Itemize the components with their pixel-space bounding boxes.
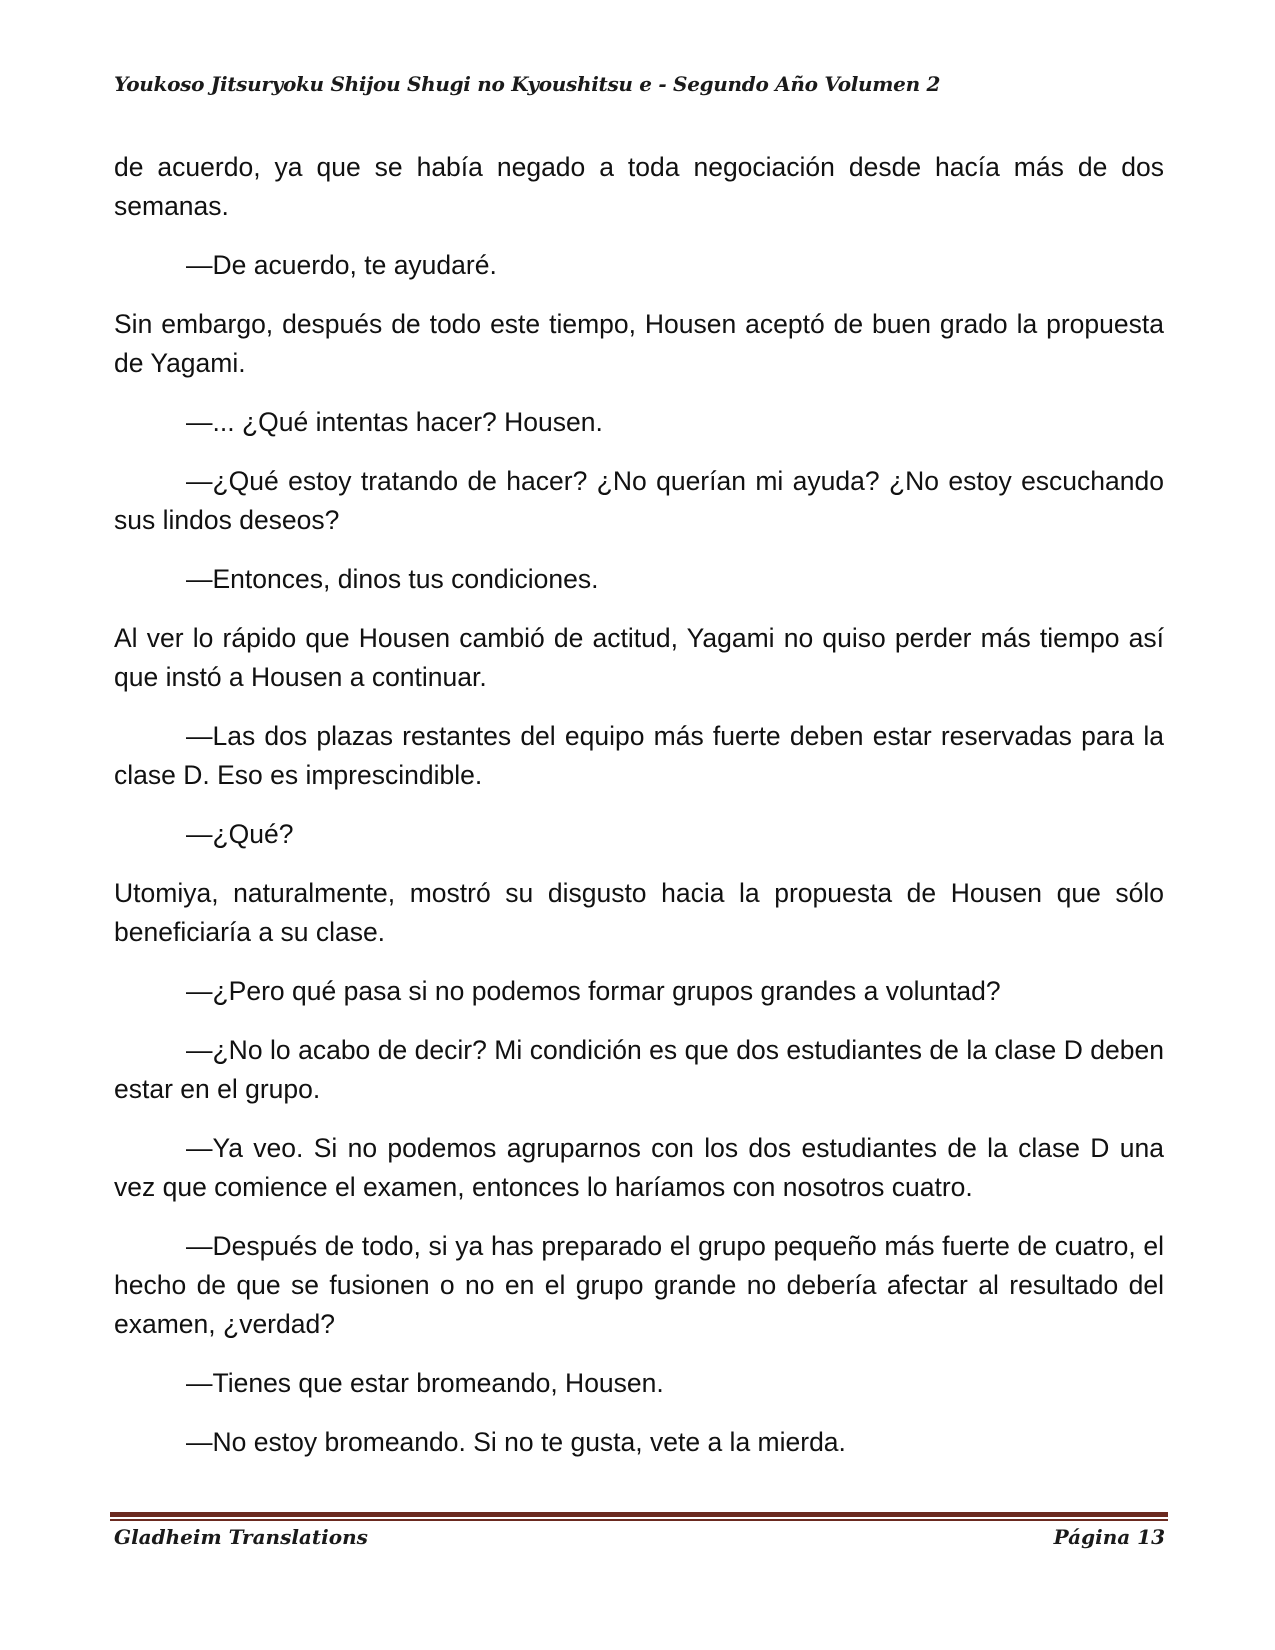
footer-rule-thick — [110, 1512, 1168, 1517]
paragraph: —Entonces, dinos tus condiciones. — [186, 564, 599, 594]
paragraph: —¿No lo acabo de decir? Mi condición es que dos estudiantes de la clase D deben estar en el grupo. — [114, 1035, 1164, 1104]
paragraph: —Las dos plazas restantes del equipo más fuerte deben estar reservadas para la clase D. Eso es imprescindible. — [114, 721, 1164, 790]
page-body — [114, 148, 1164, 1482]
paragraph: —Ya veo. Si no podemos agruparnos con los dos estudiantes de la clase D una vez que comience el examen, entonces lo haríamos con nosotros cuatro. — [114, 1133, 1164, 1202]
paragraph: —¿Qué estoy tratando de hacer? ¿No querían mi ayuda? ¿No estoy escuchando sus lindos deseos? — [114, 466, 1164, 535]
paragraph: Utomiya, naturalmente, mostró su disgusto hacia la propuesta de Housen que sólo beneficiaría a su clase. — [114, 878, 1164, 947]
paragraph: Sin embargo, después de todo este tiempo, Housen aceptó de buen grado la propuesta de Yagami. — [114, 309, 1164, 378]
paragraph: —... ¿Qué intentas hacer? Housen. — [186, 407, 603, 437]
paragraph: —¿Pero qué pasa si no podemos formar grupos grandes a voluntad? — [186, 976, 1001, 1006]
footer-rule-thin — [110, 1519, 1168, 1521]
footer-page-number: Página 13 — [1053, 1525, 1165, 1549]
paragraph: —De acuerdo, te ayudaré. — [186, 250, 497, 280]
footer-publisher: Gladheim Translations — [114, 1525, 368, 1549]
paragraph: Al ver lo rápido que Housen cambió de actitud, Yagami no quiso perder más tiempo así que instó a Housen a continuar. — [114, 623, 1164, 692]
running-header: Youkoso Jitsuryoku Shijou Shugi no Kyoushitsu e - Segundo Año Volumen 2 — [114, 72, 941, 96]
paragraph: —Después de todo, si ya has preparado el grupo pequeño más fuerte de cuatro, el hecho de que se fusionen o no en el grupo grande no debería afectar al resultado del examen, ¿verdad? — [114, 1231, 1164, 1339]
paragraph: —Tienes que estar bromeando, Housen. — [186, 1368, 664, 1398]
paragraph: —¿Qué? — [186, 819, 294, 849]
paragraph: —No estoy bromeando. Si no te gusta, vete a la mierda. — [186, 1427, 846, 1457]
paragraph: de acuerdo, ya que se había negado a toda negociación desde hacía más de dos semanas. — [114, 152, 1164, 221]
